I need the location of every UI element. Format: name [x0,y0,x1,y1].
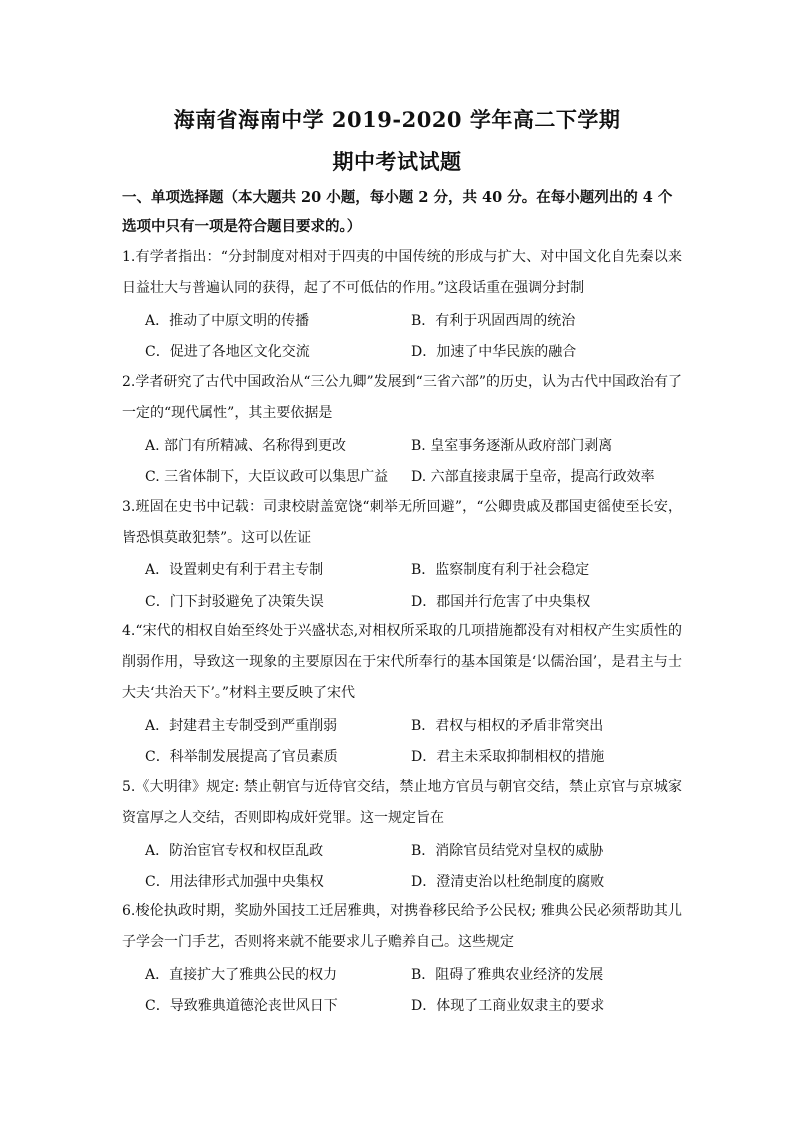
question-4-option-a: A．封建君主专制受到严重削弱 [145,718,338,734]
question-4-option-d: D．君主未采取抑制相权的措施 [411,749,605,765]
question-2-stem: 2.学者研究了古代中国政治从“三公九卿”发展到“三省六部”的历史，认为古代中国政治有了一定的“现代属性”，其主要依据是 [122,374,682,421]
question-5-option-a: A．防治宦官专权和权臣乱政 [145,843,324,859]
question-6-option-b: B．阻碍了雅典农业经济的发展 [411,967,604,983]
question-3-option-d: D．郡国并行危害了中央集权 [411,594,591,610]
question-1-option-d: D．加速了中华民族的融合 [411,344,577,360]
question-4-option-b: B．君权与相权的矛盾非常突出 [411,718,604,734]
question-5-option-d: D．澄清吏治以杜绝制度的腐败 [411,874,605,890]
question-2-option-a: A. 部门有所精减、名称得到更改 [145,438,347,454]
question-1-option-b: B．有利于巩固西周的统治 [411,313,576,329]
page-subtitle: 期中考试试题 [332,149,462,174]
question-3-option-b: B．监察制度有利于社会稳定 [411,562,590,578]
question-2-option-b: B. 皇室事务逐渐从政府部门剥离 [411,438,613,454]
question-3-stem: 3.班固在史书中记载：司隶校尉盖宽饶“刺举无所回避”，“公卿贵戚及郡国吏徭使至长安，皆恐惧莫敢犯禁”。这可以佐证 [122,499,682,546]
question-6-option-d: D．体现了工商业奴隶主的要求 [411,998,605,1014]
question-1-stem: 1.有学者指出：“分封制度对相对于四夷的中国传统的形成与扩大、对中国文化自先秦以来日益壮大与普遍认同的获得，起了不可低估的作用。”这段话重在强调分封制 [122,249,682,296]
question-4-stem: 4.“宋代的相权自始至终处于兴盛状态,对相权所采取的几项措施都没有对相权产生实质性的削弱作用，导致这一现象的主要原因在于宋代所奉行的基本国策是‘以儒治国’，是君主与士大夫‘共治天下’。”材料主要反映了宋代 [122,623,682,701]
section-heading: 一、单项选择题（本大题共 20 小题，每小题 2 分，共 40 分。在每小题列出的 4 个选项中只有一项是符合题目要求的。） [122,189,673,235]
question-5-option-c: C．用法律形式加强中央集权 [145,874,324,890]
question-1-option-c: C．促进了各地区文化交流 [145,344,310,360]
question-3-option-a: A．设置刺史有利于君主专制 [145,562,324,578]
page-title: 海南省海南中学 2019-2020 学年高二下学期 [173,107,621,132]
question-2-option-d: D. 六部直接隶属于皇帝，提高行政效率 [411,469,655,485]
question-4-option-c: C．科举制发展提高了官员素质 [145,749,338,765]
question-6-option-a: A．直接扩大了雅典公民的权力 [145,967,338,983]
question-3-option-c: C．门下封驳避免了决策失误 [145,594,324,610]
question-1-option-a: A．推动了中原文明的传播 [145,313,310,329]
question-5-stem: 5.《大明律》规定: 禁止朝官与近侍官交结，禁止地方官员与朝官交结，禁止京官与京城家资富厚之人交结，否则即构成奸党罪。这一规定旨在 [122,779,682,826]
question-6-option-c: C．导致雅典道德沦丧世风日下 [145,998,338,1014]
question-2-option-c: C. 三省体制下，大臣议政可以集思广益 [145,469,389,485]
question-6-stem: 6.梭伦执政时期，奖励外国技工迁居雅典，对携眷移民给予公民权; 雅典公民必须帮助其儿子学会一门手艺，否则将来就不能要求儿子赡养自己。这些规定 [122,903,682,950]
question-5-option-b: B．消除官员结党对皇权的威胁 [411,843,604,859]
